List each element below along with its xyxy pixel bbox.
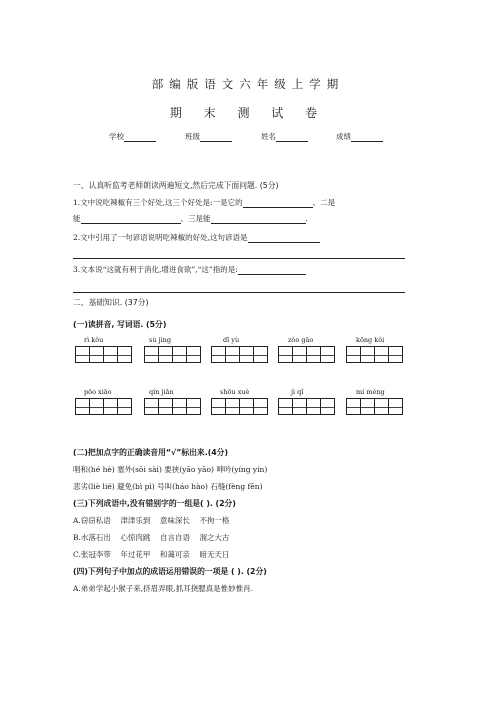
answer-blank-1a[interactable]	[243, 199, 313, 208]
score-field	[336, 131, 383, 142]
school-blank[interactable]	[124, 133, 156, 142]
writing-grid[interactable]	[278, 346, 334, 363]
name-blank[interactable]	[276, 133, 308, 142]
pinyin-label: zǒo gāo	[288, 336, 314, 344]
writing-grid[interactable]	[75, 346, 131, 363]
question-3: 3.文本说“这就有利于消化,增进食欲”,“这”指的是:	[73, 264, 306, 275]
section-1-heading: (一)读拼音, 写词语. (5分)	[73, 320, 167, 329]
writing-grid[interactable]	[211, 398, 267, 415]
question-1-line2: 能 、三是能 .	[73, 214, 308, 223]
writing-grid[interactable]	[278, 398, 334, 415]
exam-title: 部编版语文六年级上学期	[151, 77, 345, 91]
option-a-sentence[interactable]: A.弟弟学起小猴子来,挤眉弄眼,抓耳挠腮真是惟妙惟肖.	[73, 584, 253, 593]
question-1-line1: 1.文中说吃辣椒有三个好处,这三个好处是:一是它的 、二是	[73, 198, 336, 207]
answer-line-3[interactable]	[73, 292, 405, 293]
pinyin-label: sù jìng	[149, 336, 172, 344]
writing-grid[interactable]	[75, 398, 131, 415]
pronunciation-line-1[interactable]: 唱和(hé hè) 塞外(sōi sài) 要挟(yāo yāo) 呻吟(yíng yín)	[73, 465, 268, 474]
score-blank[interactable]	[351, 133, 383, 142]
pinyin-label: mí méng	[356, 388, 385, 396]
school-field	[109, 131, 156, 142]
exam-subtitle: 期 末 测 试 卷	[169, 106, 327, 120]
name-label: 姓名	[261, 132, 276, 141]
question-2: 2.文中引用了一句谚语说明吃辣椒的好处,这句谚语是	[73, 232, 320, 243]
answer-blank-1c[interactable]	[211, 215, 306, 224]
answer-blank-1b[interactable]	[81, 215, 181, 224]
pinyin-label: pōo xiāo	[84, 388, 112, 396]
part1-heading: 一、认真听监考老师朗读两遍短文,然后完成下面问题. (5分)	[73, 181, 279, 190]
option-a[interactable]: A.窃窃私语 津津乐到 意味深长 不拘一格	[73, 516, 230, 525]
class-field	[185, 131, 232, 142]
writing-grid[interactable]	[144, 346, 200, 363]
option-c[interactable]: C.张冠李带 年过花甲 和蔼可亲 暗无天日	[73, 550, 230, 559]
answer-blank-3[interactable]	[238, 266, 306, 275]
score-label: 成绩	[336, 132, 351, 141]
writing-grid[interactable]	[144, 398, 200, 415]
class-label: 班级	[185, 132, 200, 141]
pinyin-label: shōu xuè	[220, 388, 250, 396]
class-blank[interactable]	[200, 133, 232, 142]
writing-grid[interactable]	[211, 346, 267, 363]
pinyin-label: rì kǒu	[84, 336, 104, 344]
pinyin-label: dǐ yù	[223, 336, 240, 344]
pinyin-label: jì qǐ	[291, 388, 304, 396]
part2-heading: 二、基础知识. (37分)	[73, 298, 149, 307]
writing-grid[interactable]	[346, 346, 402, 363]
option-b[interactable]: B.水落石出 心惊肉跳 自言自语 溜之大古	[73, 533, 230, 542]
name-field	[261, 131, 308, 142]
school-label: 学校	[109, 132, 124, 141]
section-2-heading: (二)把加点字的正确读音用“√”标出来.(4分)	[73, 448, 229, 457]
writing-grid[interactable]	[346, 398, 402, 415]
pinyin-label: qín jiǎn	[149, 388, 174, 396]
answer-line-2[interactable]	[73, 258, 405, 259]
answer-blank-2[interactable]	[248, 234, 320, 243]
pinyin-label: kōng kǒi	[356, 336, 385, 344]
section-4-heading: (四)下列句子中加点的成语运用错误的一项是 ( ). (2分)	[73, 567, 267, 576]
pronunciation-line-2[interactable]: 悲劣(liè lié) 避免(bì pì) 号叫(háo hào) 石缝(fèng fēn)	[73, 482, 263, 491]
section-3-heading: (三)下列成语中,没有错别字的一组是( ). (2分)	[73, 499, 236, 508]
